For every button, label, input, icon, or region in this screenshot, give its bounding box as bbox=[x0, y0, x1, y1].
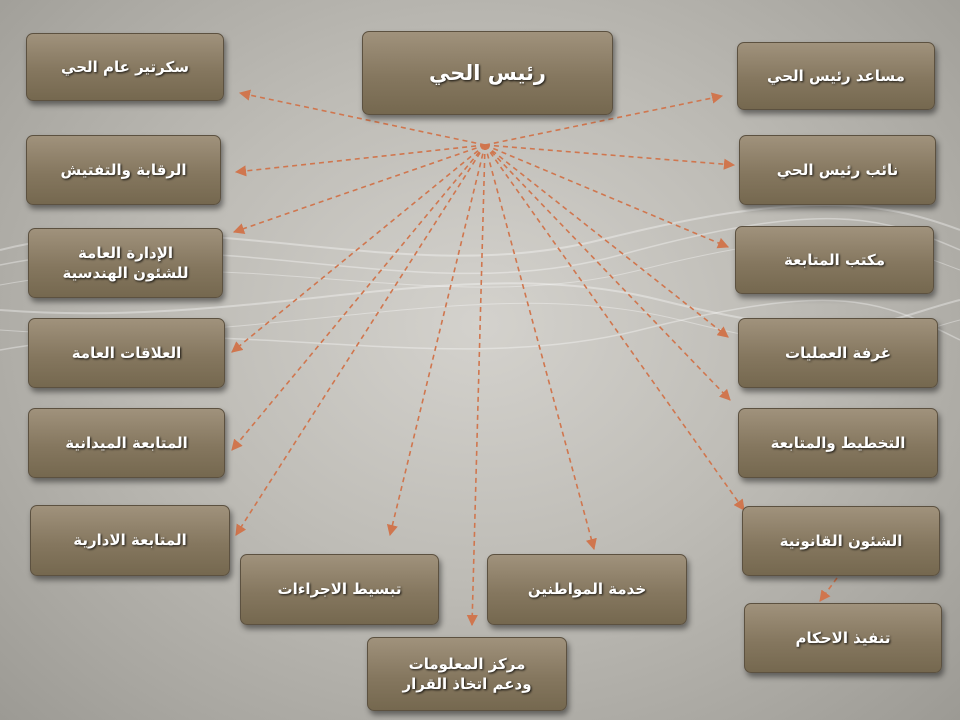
node-information-center-label: مركز المعلومات ودعم اتخاذ القرار bbox=[402, 654, 532, 693]
arrow-to-followup-office bbox=[485, 145, 728, 247]
node-admin-followup-label: المتابعة الادارية bbox=[73, 531, 187, 550]
arrow-to-legal bbox=[485, 145, 744, 510]
node-citizen-service bbox=[487, 554, 687, 625]
node-followup-office bbox=[735, 226, 934, 294]
node-planning-label: التخطيط والمتابعة bbox=[770, 433, 906, 452]
node-execution bbox=[744, 603, 942, 673]
node-secretary bbox=[26, 33, 224, 101]
node-deputy-label: نائب رئيس الحي bbox=[776, 160, 899, 179]
node-deputy bbox=[739, 135, 936, 205]
node-operations-room bbox=[738, 318, 938, 388]
node-inspection bbox=[26, 135, 221, 205]
node-legal-label: الشئون القانونية bbox=[779, 531, 903, 550]
node-assistant bbox=[737, 42, 935, 110]
node-legal bbox=[742, 506, 940, 576]
node-simplify-procedures bbox=[240, 554, 439, 625]
arrow-legal-to-execution bbox=[820, 578, 837, 601]
arrow-to-deputy bbox=[485, 145, 734, 165]
arrow-to-citizen-service bbox=[485, 145, 594, 549]
node-citizen-service-label: خدمة المواطنين bbox=[527, 580, 647, 599]
arrow-to-planning bbox=[485, 145, 730, 400]
node-secretary-label: سكرتير عام الحي bbox=[61, 57, 189, 76]
node-public-relations-label: العلاقات العامة bbox=[71, 343, 182, 362]
arrow-to-admin-followup bbox=[236, 145, 485, 535]
node-field-followup-label: المتابعة الميدانية bbox=[65, 433, 188, 452]
node-engineering-label: الإدارة العامة للشئون الهندسية bbox=[62, 243, 189, 282]
node-engineering bbox=[28, 228, 223, 298]
arrow-to-public-relations bbox=[232, 145, 485, 352]
node-followup-office-label: مكتب المتابعة bbox=[784, 250, 886, 269]
node-execution-label: تنفيذ الاحكام bbox=[795, 628, 891, 647]
node-simplify-procedures-label: تبسيط الاجراءات bbox=[277, 580, 402, 599]
node-information-center bbox=[367, 637, 567, 711]
root-label: رئيس الحي bbox=[429, 60, 547, 85]
arrow-to-operations-room bbox=[485, 145, 728, 337]
root-node bbox=[362, 31, 613, 115]
arrow-to-information-center bbox=[472, 145, 485, 625]
node-operations-room-label: غرفة العمليات bbox=[785, 343, 891, 362]
node-planning bbox=[738, 408, 938, 478]
node-assistant-label: مساعد رئيس الحي bbox=[767, 66, 905, 85]
node-inspection-label: الرقابة والتفتيش bbox=[60, 160, 187, 179]
node-admin-followup bbox=[30, 505, 230, 576]
node-field-followup bbox=[28, 408, 225, 478]
node-public-relations bbox=[28, 318, 225, 388]
